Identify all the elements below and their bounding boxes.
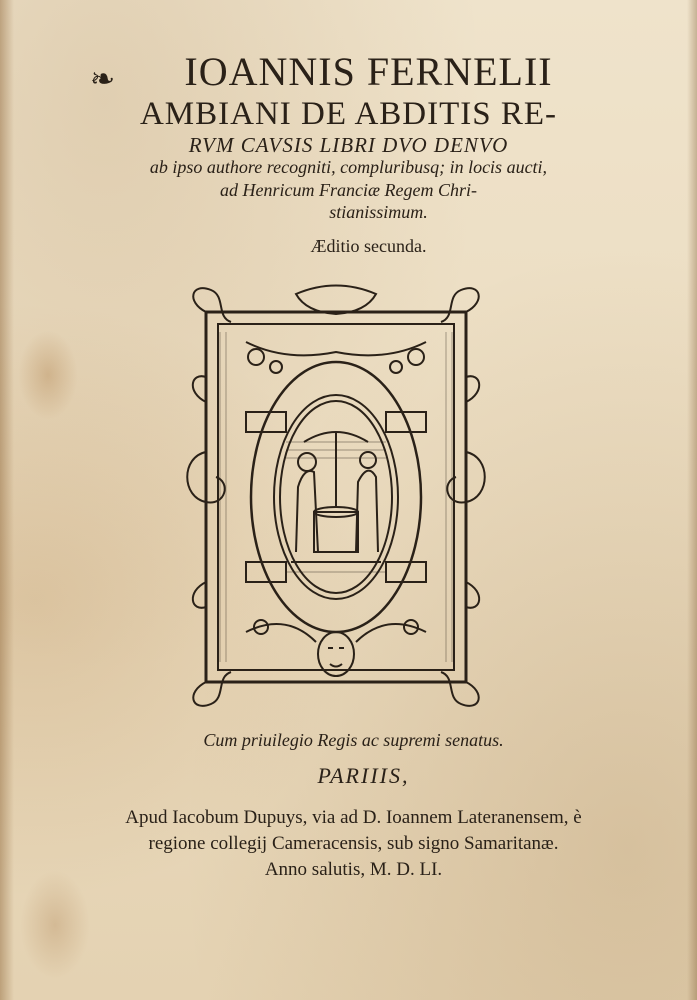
title-line: AMBIANI DE ABDITIS RE- xyxy=(139,96,558,132)
imprint-date: Anno salutis, M. D. LI. xyxy=(264,859,443,880)
foxing-stain xyxy=(20,870,90,980)
subtitle-line: ad Henricum Franciæ Regem Chri- xyxy=(220,180,477,200)
woodcut-samaritan-woman-at-well-icon xyxy=(186,282,486,712)
imprint-line: regione collegij Cameracensis, sub signo Samaritanæ. xyxy=(148,833,559,854)
subtitle-line: stianissimum. xyxy=(329,202,428,222)
author-name: IOANNIS FERNELII xyxy=(184,49,553,94)
edition-note: Æditio secunda. xyxy=(310,236,427,256)
foxing-stain xyxy=(18,330,78,420)
privilege-line: Cum priuilegio Regis ac supremi senatus. xyxy=(203,730,504,750)
fleuron-icon: ❧ xyxy=(90,63,116,96)
place-of-publication: PARIIIS, xyxy=(317,763,410,788)
title-line: RVM CAVSIS LIBRI DVO DENVO xyxy=(188,133,509,157)
subtitle-line: ab ipso authore recogniti, compluribusq; in locis aucti, xyxy=(149,157,548,177)
imprint-line: Apud Iacobum Dupuys, via ad D. Ioannem Lateranensem, è xyxy=(125,807,582,828)
